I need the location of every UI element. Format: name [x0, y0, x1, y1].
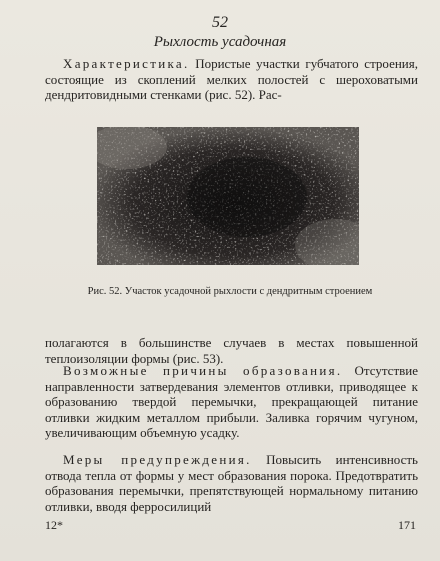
paragraph-location: полагаются в большинстве случаев в местах повышенной теплоизоляции формы (рис. 53).: [45, 335, 418, 366]
causes-label: Возможные причины образования.: [63, 363, 343, 378]
prevention-text: Повысить интенсивность отвода тепла от формы у мест образования порока. Предотвратить образования перемычки, препятствующей нормальному питанию отливки, вводя ферросилиций: [45, 452, 418, 514]
paragraph-causes: [45, 363, 418, 441]
micrograph-image: [97, 127, 359, 265]
section-title: Рыхлость усадочная: [153, 34, 287, 50]
paragraph-characteristic: [45, 56, 418, 103]
signature-mark: 12*: [45, 518, 63, 532]
characteristic-label: Характеристика.: [63, 56, 190, 71]
figure-52-photo: [97, 127, 359, 265]
page-number: 171: [398, 518, 416, 532]
paragraph-prevention: [45, 452, 418, 514]
prevention-label: Меры предупреждения.: [63, 452, 252, 467]
causes-text: Отсутствие направленности затвердевания элементов отливки, приводящее к образованию твердой перемычки, прекращающей питание отливки жидким металлом прибыли. Заливка горячим чугуном, увеличивающим объемную усадку.: [45, 363, 418, 440]
section-number: 52: [212, 14, 228, 31]
figure-caption: Рис. 52. Участок усадочной рыхлости с дендритным строением: [87, 286, 373, 297]
characteristic-text: Пористые участки губчатого строения, состоящие из скоплений мелких полостей с шероховатыми дендритовидными стенками (рис. 52). Рас-: [45, 56, 418, 102]
